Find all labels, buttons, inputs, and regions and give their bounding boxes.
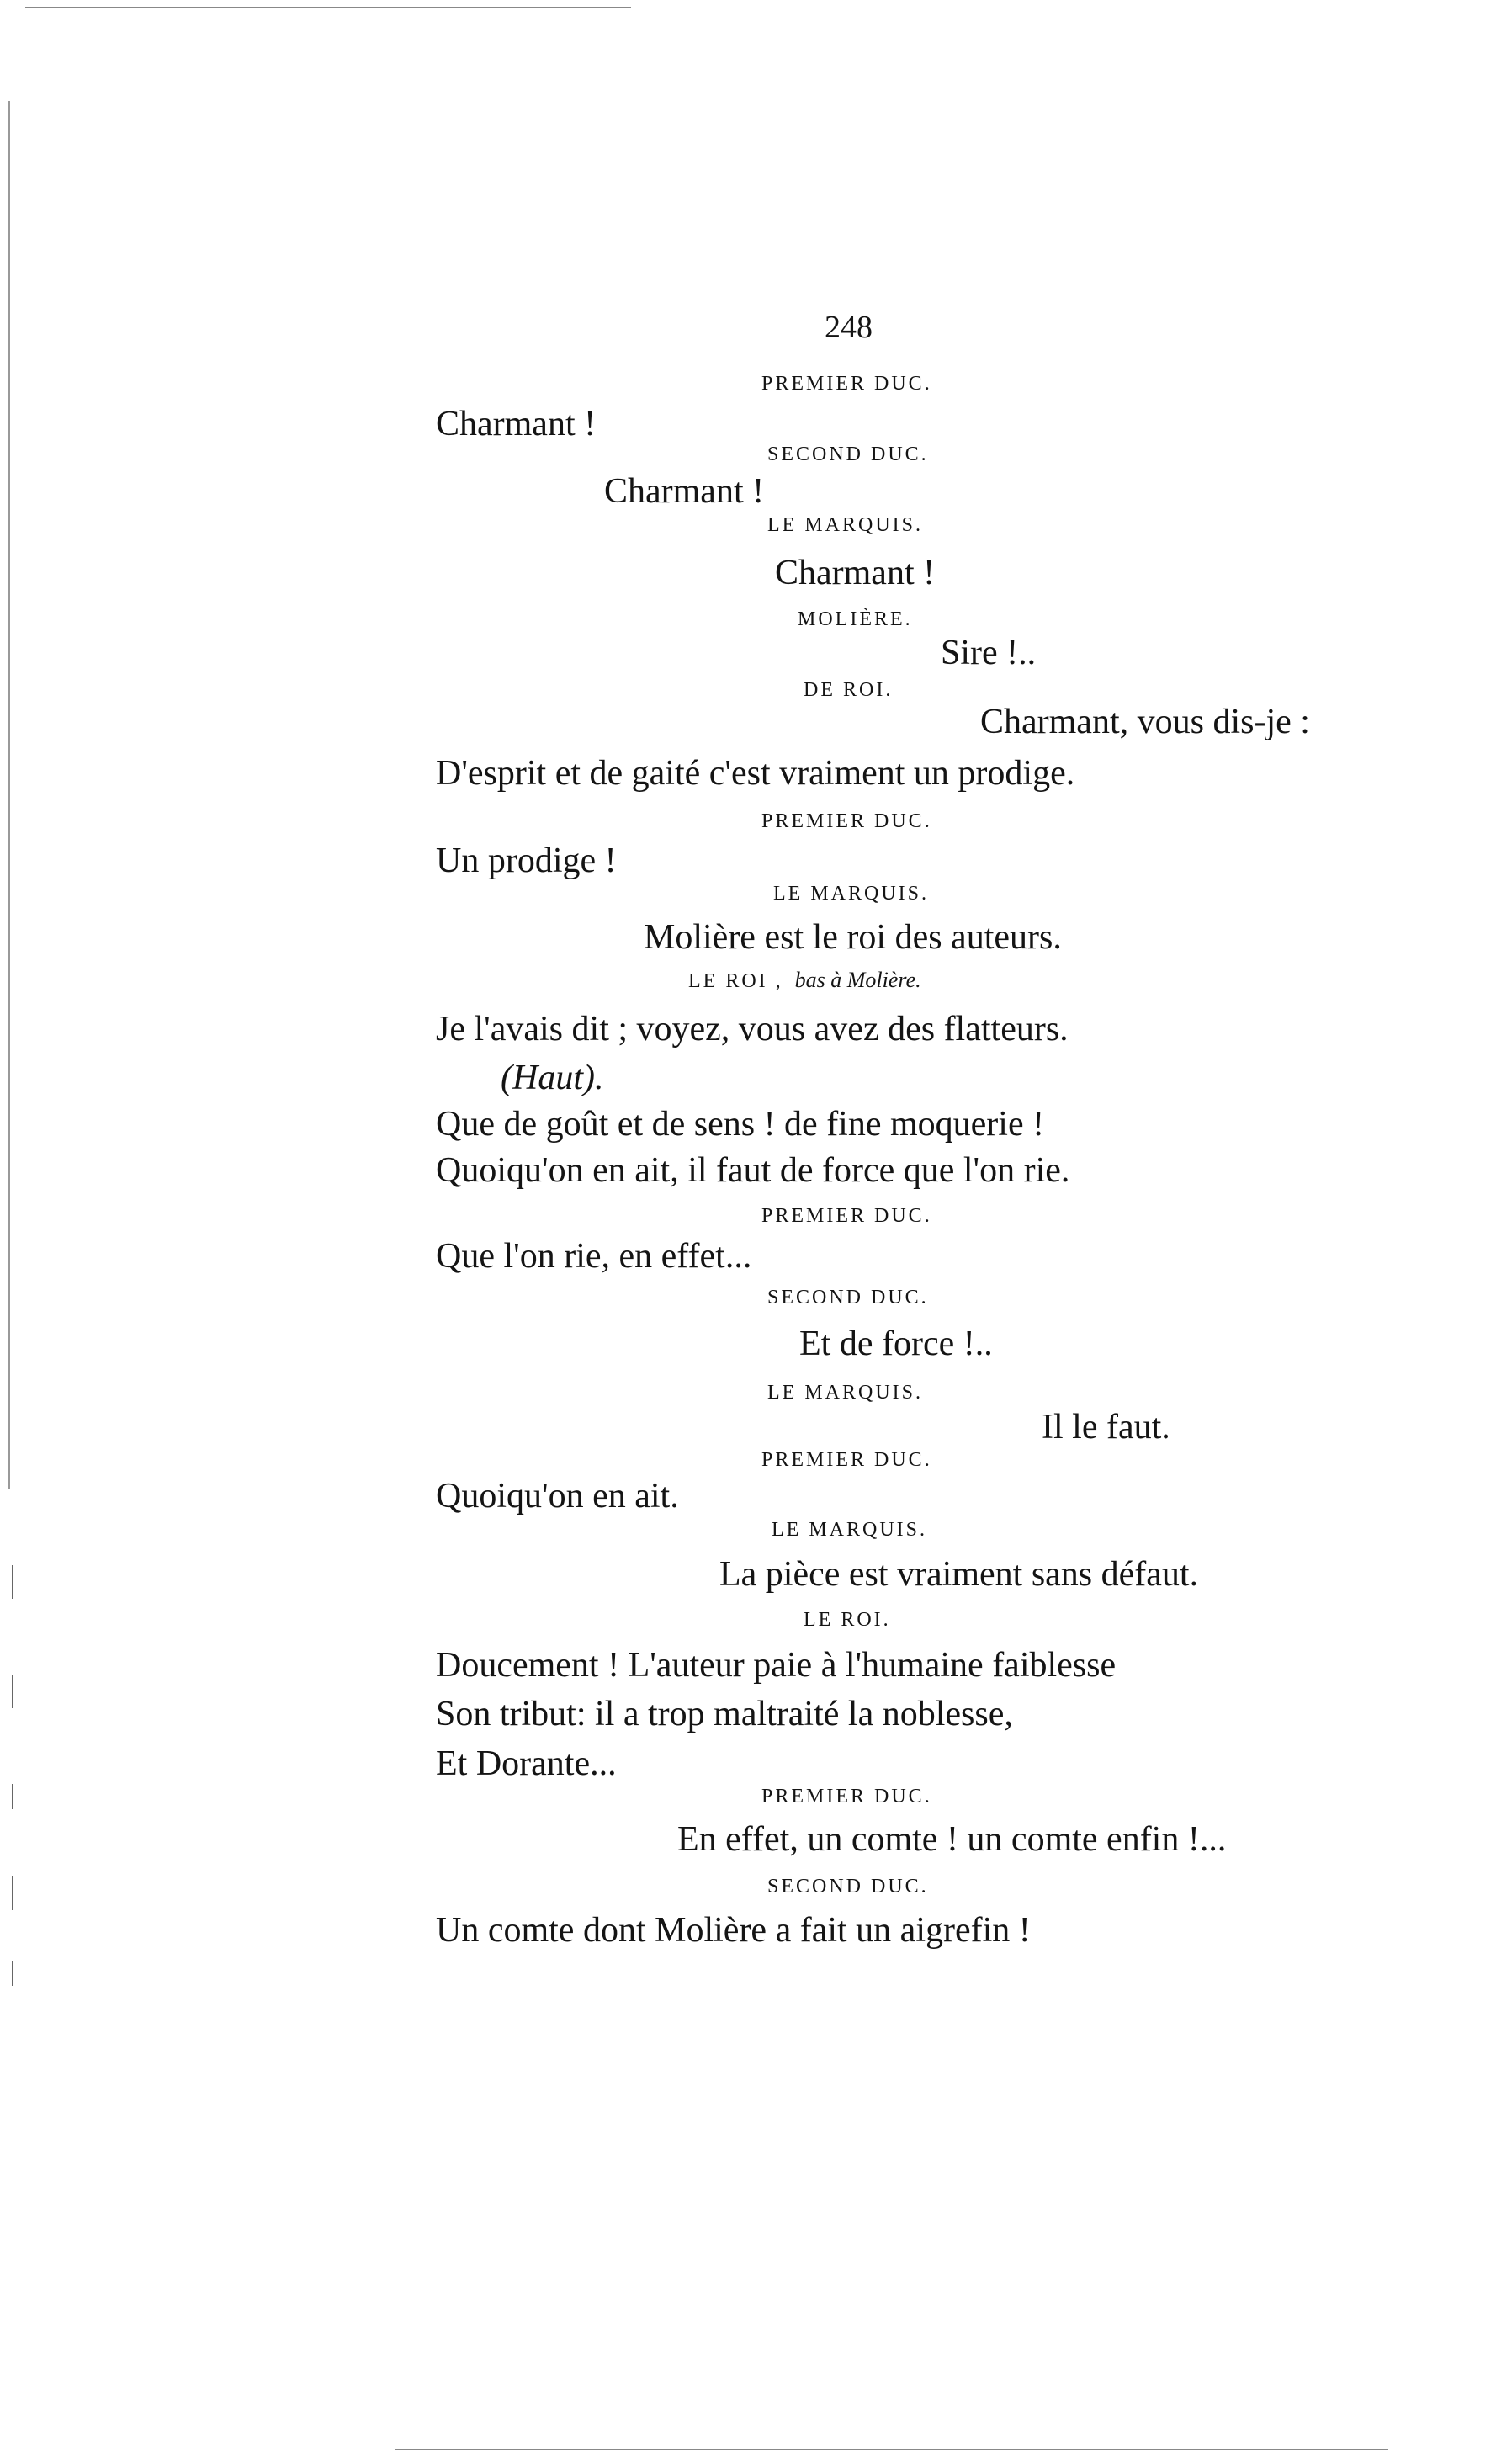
verse-line: Charmant ! <box>604 472 765 511</box>
scan-left-mark <box>12 1675 13 1708</box>
verse-line: D'esprit et de gaité c'est vraiment un prodige. <box>436 754 1075 793</box>
verse-line: Charmant, vous dis-je : <box>980 703 1310 741</box>
speaker-label: LE MARQUIS. <box>773 883 930 905</box>
scan-top-rule <box>25 7 631 8</box>
page-number: 248 <box>825 310 873 345</box>
scan-left-mark <box>12 1961 13 1986</box>
scan-left-mark <box>8 101 10 1489</box>
speaker-label: LE ROI , <box>688 970 783 992</box>
scan-left-mark <box>12 1565 13 1599</box>
speaker-label: DE ROI. <box>804 679 894 701</box>
speaker-label: PREMIER DUC. <box>761 1449 932 1471</box>
verse-line: Un prodige ! <box>436 841 617 880</box>
speaker-label: SECOND DUC. <box>767 1876 929 1898</box>
verse-line: Que l'on rie, en effet... <box>436 1237 752 1276</box>
speaker-label: PREMIER DUC. <box>761 373 932 395</box>
speaker-label: PREMIER DUC. <box>761 1786 932 1807</box>
speaker-label: LE MARQUIS. <box>767 1382 924 1404</box>
verse-line: Il le faut. <box>1042 1408 1170 1446</box>
stage-direction-line <box>688 969 921 991</box>
verse-line: Molière est le roi des auteurs. <box>644 918 1062 957</box>
speaker-label: PREMIER DUC. <box>761 810 932 832</box>
verse-line: Quoiqu'on en ait. <box>436 1477 679 1515</box>
speaker-label: LE MARQUIS. <box>767 514 924 536</box>
verse-line: Doucement ! L'auteur paie à l'humaine faiblesse <box>436 1646 1117 1685</box>
verse-line: Je l'avais dit ; voyez, vous avez des flatteurs. <box>436 1010 1069 1048</box>
verse-line: La pièce est vraiment sans défaut. <box>719 1555 1199 1594</box>
verse-line: Quoiqu'on en ait, il faut de force que l'on rie. <box>436 1151 1070 1190</box>
speaker-label: LE ROI. <box>804 1609 891 1631</box>
scan-bottom-rule <box>395 2449 1388 2450</box>
verse-line: Que de goût et de sens ! de fine moquerie ! <box>436 1105 1045 1144</box>
speaker-label: SECOND DUC. <box>767 1287 929 1308</box>
scan-left-mark <box>12 1784 13 1809</box>
speaker-label: MOLIÈRE. <box>798 608 913 630</box>
verse-line: Et de force !.. <box>799 1324 993 1363</box>
verse-line: Et Dorante... <box>436 1744 617 1783</box>
verse-line: Charmant ! <box>436 405 597 443</box>
verse-line: Un comte dont Molière a fait un aigrefin ! <box>436 1911 1031 1950</box>
verse-line: Charmant ! <box>775 554 936 592</box>
scan-left-mark <box>12 1876 13 1910</box>
verse-line: En effet, un comte ! un comte enfin !... <box>677 1820 1227 1859</box>
verse-line: Sire !.. <box>941 634 1037 672</box>
stage-direction: bas à Molière. <box>794 968 921 992</box>
stage-direction: (Haut). <box>501 1059 604 1097</box>
speaker-label: SECOND DUC. <box>767 443 929 465</box>
speaker-label: PREMIER DUC. <box>761 1205 932 1227</box>
verse-line: Son tribut: il a trop maltraité la noblesse, <box>436 1695 1013 1733</box>
speaker-label: LE MARQUIS. <box>772 1519 928 1541</box>
